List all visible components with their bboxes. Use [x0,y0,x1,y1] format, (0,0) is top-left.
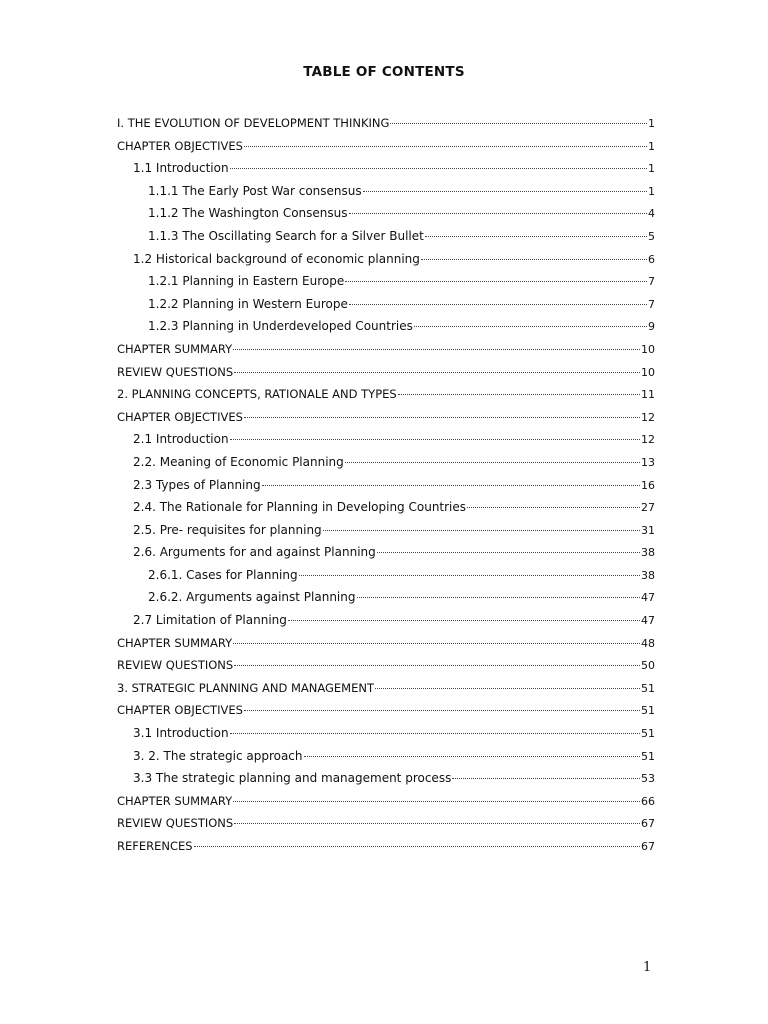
toc-entry-label: REFERENCES [117,839,193,853]
dot-leader [288,606,640,621]
dot-leader [233,335,640,350]
toc-entry-page: 6 [648,252,655,266]
dot-leader [323,516,640,531]
toc-entry[interactable] [117,835,655,858]
toc-entry-label: 1.1.2 The Washington Consensus [148,206,348,221]
toc-entry-page: 51 [641,681,655,695]
toc-entry-label: CHAPTER SUMMARY [117,635,233,650]
toc-entry-label: CHAPTER SUMMARY [117,341,233,356]
dot-leader [375,674,640,689]
toc-entry-label: 1.2.1 Planning in Eastern Europe [148,274,345,289]
dot-leader [349,290,647,305]
dot-leader [304,742,640,757]
toc-entry-page: 67 [641,840,655,853]
dot-leader [421,245,647,260]
dot-leader [233,629,640,644]
dot-leader [234,809,640,824]
toc-entry-label: REVIEW QUESTIONS [117,364,234,379]
toc-entry-page: 47 [641,591,655,605]
dot-leader [299,561,640,576]
toc-entry-label: CHAPTER SUMMARY [117,793,233,808]
dot-leader [234,651,640,666]
toc-entry-page: 50 [641,659,655,673]
toc-entry-page: 66 [641,794,655,808]
toc-entry-label: 1.2.2 Planning in Western Europe [148,296,348,311]
toc-entry-label: 1.1.3 The Oscillating Search for a Silver Bullet [148,228,424,243]
toc-entry-label: REVIEW QUESTIONS [117,816,234,831]
dot-leader [452,764,640,779]
toc-entry-label: 2.6.2. Arguments against Planning [148,590,356,605]
dot-leader [244,403,640,418]
toc-entry-page: 48 [641,636,655,650]
dot-leader [377,538,640,553]
toc-entry-page: 38 [641,568,655,582]
toc-entry-page: 10 [641,342,655,356]
toc-entry-page: 4 [648,207,655,221]
dot-leader [230,154,647,169]
dot-leader [233,787,640,802]
toc-entry-page: 51 [641,704,655,718]
dot-leader [363,177,647,192]
toc-entry-label: 2.6.1. Cases for Planning [148,567,298,582]
toc-entry-page: 67 [641,817,655,831]
toc-entry-page: 1 [648,139,655,153]
dot-leader [244,132,647,147]
dot-leader [230,719,640,734]
dot-leader [467,493,640,508]
toc-entry-label: I. THE EVOLUTION OF DEVELOPMENT THINKING [117,116,390,130]
dot-leader [349,199,648,214]
toc-entry-label: 1.1 Introduction [133,161,229,176]
toc-entry-page: 31 [641,523,655,537]
toc-entry-label: CHAPTER OBJECTIVES [117,409,243,424]
toc-entry-label: CHAPTER OBJECTIVES [117,138,243,153]
toc-entry-page: 27 [641,501,655,515]
toc-entry-label: 2.3 Types of Planning [133,477,261,492]
toc-entry-page: 51 [641,749,655,763]
dot-leader [345,267,647,282]
toc-entry-page: 51 [641,727,655,741]
dot-leader [244,696,640,711]
toc-entry-label: 2.1 Introduction [133,432,229,447]
toc-entry-page: 9 [648,320,655,334]
toc-entry-page: 7 [648,275,655,289]
toc-entry-page: 5 [648,229,655,243]
toc-entry-label: 3.3 The strategic planning and management process [133,771,452,786]
toc-entry-page: 7 [648,297,655,311]
dot-leader [234,358,640,373]
toc-entry-page: 16 [641,478,655,492]
page-title: TABLE OF CONTENTS [303,64,465,80]
dot-leader [398,380,640,395]
toc-entry-label: CHAPTER OBJECTIVES [117,703,243,718]
dot-leader [414,312,647,327]
toc-entry-label: 1.1.1 The Early Post War consensus [148,183,362,198]
toc-entry-label: REVIEW QUESTIONS [117,658,234,673]
toc-entry-page: 53 [641,772,655,786]
toc-entry-page: 47 [641,614,655,628]
toc-entry-label: 2.5. Pre- requisites for planning [133,522,322,537]
dot-leader [345,448,640,463]
toc-entry-label: 3. 2. The strategic approach [133,748,303,763]
toc-entry-label: 3.1 Introduction [133,726,229,741]
toc-entry-label: 1.2.3 Planning in Underdeveloped Countries [148,319,413,334]
footer-page-number: 1 [643,960,652,975]
dot-leader [262,471,640,486]
toc-entry-label: 1.2 Historical background of economic planning [133,251,420,266]
dot-leader [390,109,647,124]
toc-entry-page: 12 [641,410,655,424]
toc-entry-page: 1 [648,117,655,130]
toc-entry-label: 2.4. The Rationale for Planning in Developing Countries [133,500,467,515]
dot-leader [425,222,647,237]
toc-entry-page: 38 [641,546,655,560]
toc-entry-label: 2. PLANNING CONCEPTS, RATIONALE AND TYPES [117,387,397,402]
toc-entry-page: 10 [641,365,655,379]
toc-entry-page: 1 [648,162,655,176]
toc-entry-page: 1 [648,184,655,198]
toc-entry-page: 13 [641,455,655,469]
table-of-contents [117,112,655,858]
dot-leader [357,583,641,598]
toc-entry-page: 11 [641,388,655,402]
toc-entry-label: 2.7 Limitation of Planning [133,613,287,628]
dot-leader [230,425,640,440]
toc-entry-label: 2.6. Arguments for and against Planning [133,545,376,560]
toc-entry-label: 3. STRATEGIC PLANNING AND MANAGEMENT [117,680,374,695]
toc-entry-page: 12 [641,433,655,447]
dot-leader [194,832,640,847]
toc-entry-label: 2.2. Meaning of Economic Planning [133,454,344,469]
